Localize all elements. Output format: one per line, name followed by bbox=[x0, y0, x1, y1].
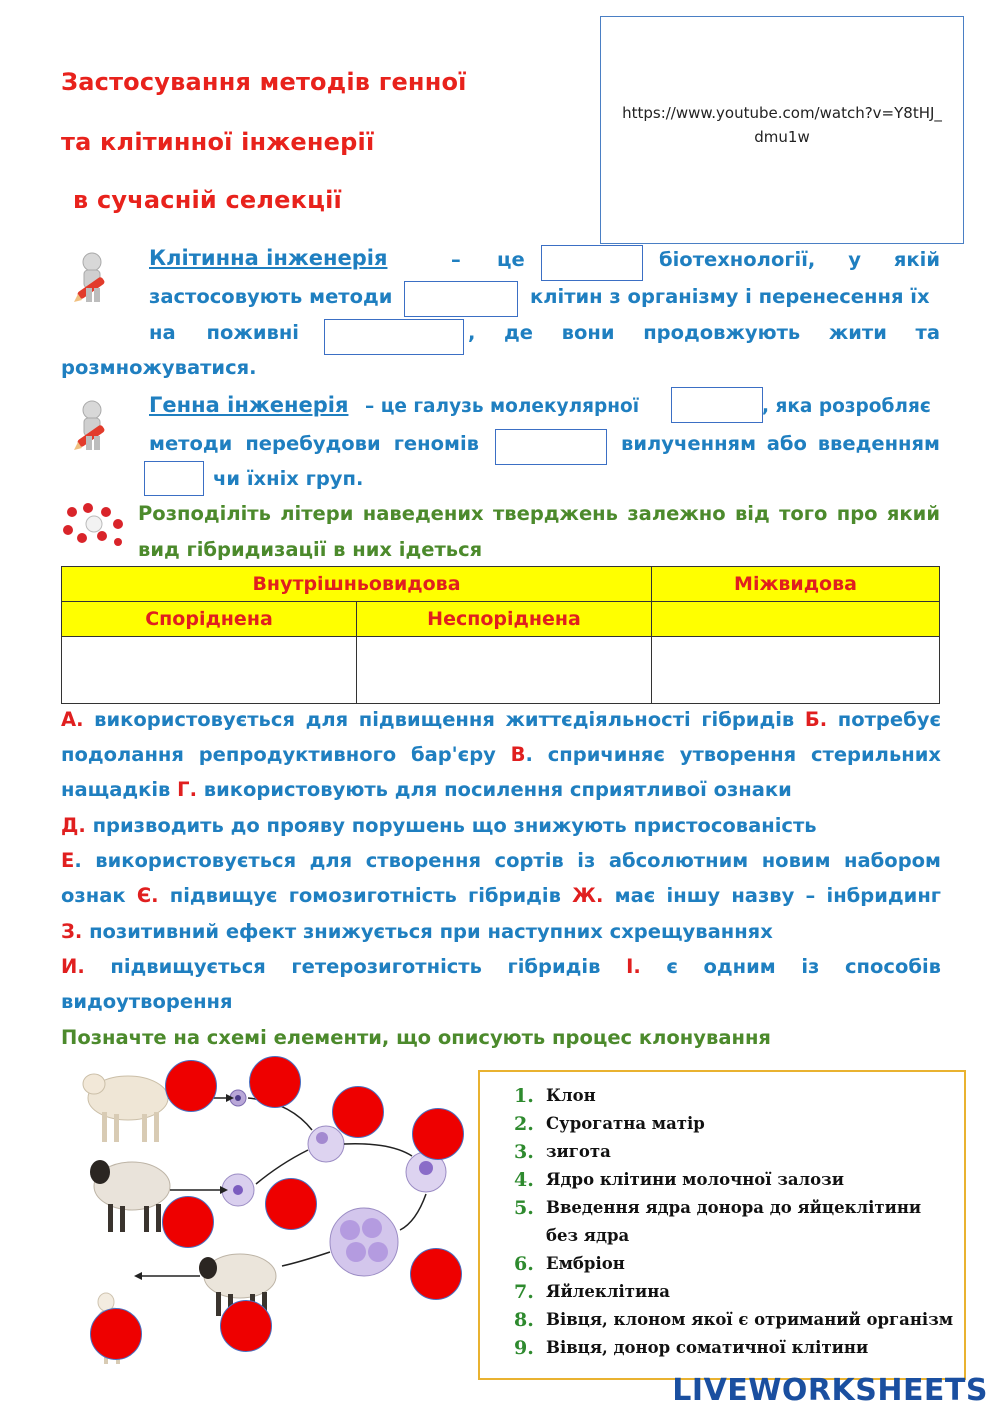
legend-item: 1. Клон bbox=[514, 1085, 596, 1107]
answer-blank-3[interactable] bbox=[324, 319, 464, 355]
sheep-egg-donor-icon bbox=[90, 1160, 170, 1232]
subheader-related: Споріднена bbox=[62, 602, 357, 637]
task2-prompt: Позначте на схемі елементи, що описують процес клонування bbox=[61, 1026, 771, 1049]
embryo-icon bbox=[330, 1208, 398, 1276]
legend-item: 5. Введення ядра донора до яйцеклітини без ядра bbox=[514, 1197, 922, 1245]
legend-item: 7. Яйлеклітина bbox=[514, 1281, 670, 1303]
statements-line-8: И. підвищується гетерозиготність гібридів І. є одним із способів bbox=[61, 955, 942, 978]
answer-blank-2[interactable] bbox=[404, 281, 518, 317]
pencil-figure-icon bbox=[68, 250, 124, 310]
answer-blank-5[interactable] bbox=[495, 429, 607, 465]
cell-engineering-text-2: біотехнології, у якій bbox=[659, 248, 940, 271]
task1-prompt-line-1: Розподіліть літери наведених тверджень залежно від того про який bbox=[138, 502, 940, 525]
page-title-line-1: Застосування методів генної bbox=[61, 68, 467, 96]
header-intraspecific: Внутрішньовидова bbox=[62, 567, 652, 602]
answer-blank-4[interactable] bbox=[671, 387, 763, 423]
page-title-line-3: в сучасній селекції bbox=[73, 186, 342, 214]
flowers-icon bbox=[60, 502, 126, 548]
hybridization-table bbox=[61, 566, 940, 704]
legend-item: 2. Сурогатна матір bbox=[514, 1113, 705, 1135]
statements-line-4: Д. призводить до прояву порушень що знижують пристосованість bbox=[61, 814, 817, 837]
drop-target[interactable] bbox=[265, 1178, 317, 1230]
pencil-figure-icon bbox=[68, 398, 124, 458]
video-link-box[interactable] bbox=[600, 16, 964, 244]
drop-target[interactable] bbox=[410, 1248, 462, 1300]
statements-line-2: подолання репродуктивного бар'єру В. спричиняє утворення стерильних bbox=[61, 743, 941, 766]
header-interspecific: Міжвидова bbox=[652, 567, 940, 602]
task1-prompt-line-2: вид гібридизації в них ідеться bbox=[138, 538, 483, 561]
gene-engineering-text-5: чи їхніх груп. bbox=[213, 467, 364, 490]
cell-engineering-text-6: , де вони продовжують жити та bbox=[468, 321, 940, 344]
legend-item: 3. зигота bbox=[514, 1141, 611, 1163]
cell-engineering-text-7: розмножуватися. bbox=[61, 356, 257, 379]
statements-line-5: Е. використовується для створення сортів із абсолютним новим набором bbox=[61, 849, 941, 872]
gene-engineering-text-1: – це галузь молекулярної bbox=[365, 396, 640, 417]
drop-target[interactable] bbox=[162, 1196, 214, 1248]
legend-item: 4. Ядро клітини молочної залози bbox=[514, 1169, 844, 1191]
drop-target[interactable] bbox=[165, 1060, 217, 1112]
answer-cell-related[interactable] bbox=[62, 637, 357, 704]
answer-blank-1[interactable] bbox=[541, 245, 643, 281]
answer-cell-unrelated[interactable] bbox=[357, 637, 652, 704]
page-title-line-2: та клітинної інженерії bbox=[61, 128, 375, 156]
video-url-line-1: https://www.youtube.com/watch?v=Y8tHJ_ bbox=[622, 104, 942, 122]
cloning-legend bbox=[478, 1070, 966, 1380]
cell-engineering-term: Клітинна інженерія bbox=[149, 246, 388, 270]
subheader-empty bbox=[652, 602, 940, 637]
drop-target[interactable] bbox=[412, 1108, 464, 1160]
drop-target[interactable] bbox=[220, 1300, 272, 1352]
drop-target[interactable] bbox=[332, 1086, 384, 1138]
cell-engineering-text-5: на поживні bbox=[149, 321, 299, 344]
gene-engineering-text-4: вилученням або введенням bbox=[621, 432, 940, 455]
video-url-line-2: dmu1w bbox=[754, 128, 810, 146]
answer-blank-6[interactable] bbox=[144, 461, 204, 496]
legend-item: 6. Ембріон bbox=[514, 1253, 625, 1275]
answer-cell-interspecific[interactable] bbox=[652, 637, 940, 704]
legend-item: 9. Вівця, донор соматичної клітини bbox=[514, 1337, 869, 1359]
gene-engineering-text-2: , яка розробляє bbox=[762, 396, 931, 417]
statements-line-3: нащадків Г. використовують для посилення сприятливої ознаки bbox=[61, 778, 792, 801]
cell-engineering-text-3: застосовують методи bbox=[149, 285, 393, 308]
legend-item: 8. Вівця, клоном якої є отриманий організм bbox=[514, 1309, 954, 1331]
drop-target[interactable] bbox=[249, 1056, 301, 1108]
statements-line-9: видоутворення bbox=[61, 990, 233, 1013]
drop-target[interactable] bbox=[90, 1308, 142, 1360]
liveworksheets-logo: LIVEWORKSHEETS bbox=[672, 1373, 988, 1408]
gene-engineering-text-3: методи перебудови геномів bbox=[149, 432, 479, 455]
cell-engineering-text-1: це bbox=[497, 248, 525, 271]
gene-engineering-term: Генна інженерія bbox=[149, 393, 349, 417]
statements-line-6: ознак Є. підвищує гомозиготність гібридів Ж. має іншу назву – інбридинг bbox=[61, 884, 941, 907]
subheader-unrelated: Неспоріднена bbox=[357, 602, 652, 637]
cell-engineering-dash: – bbox=[451, 248, 461, 271]
cell-engineering-text-4: клітин з організму і перенесення їх bbox=[530, 285, 930, 308]
sheep-donor-icon bbox=[83, 1074, 168, 1142]
statements-line-1: А. використовується для підвищення життєдіяльності гібридів Б. потребує bbox=[61, 708, 942, 731]
statements-line-7: З. позитивний ефект знижується при наступних схрещуваннях bbox=[61, 920, 773, 943]
